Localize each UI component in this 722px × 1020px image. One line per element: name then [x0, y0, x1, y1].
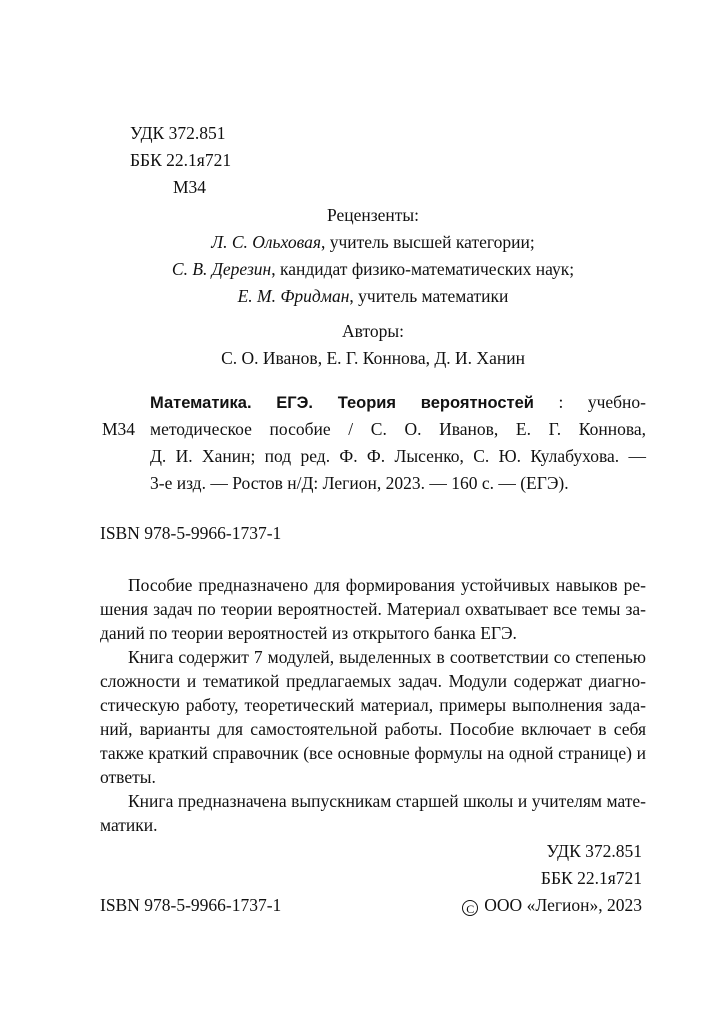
catalog-title: Математика. ЕГЭ. Теория вероятностей: [150, 394, 534, 412]
footer-bbk: ББК 22.1я721: [540, 868, 642, 888]
annotation-line: матики.: [100, 815, 158, 835]
annotation-line: также краткий справочник (все основные формулы на одной странице) и: [100, 743, 646, 763]
reviewer-name: Е. М. Фридман: [237, 286, 350, 306]
catalog-mark: М34: [102, 419, 136, 439]
isbn: ISBN 978-5-9966-1737-1: [100, 523, 282, 543]
footer-udk: УДК 372.851: [546, 841, 642, 861]
annotation-line: сложности и тематикой предлагаемых задач. Модули содержат диагно-: [100, 671, 646, 691]
annotation-line: шения задач по теории вероятностей. Материал охватывает все темы за-: [100, 599, 646, 619]
reviewer-name: С. В. Дерезин: [171, 259, 272, 279]
reviewer-line: [100, 261, 646, 279]
reviewer-role: , учитель математики: [349, 286, 509, 306]
footer-copyright: [462, 897, 642, 916]
reviewer-line: [100, 288, 646, 306]
header-udk: УДК 372.851: [130, 123, 226, 143]
reviewer-line: [100, 234, 646, 252]
footer-isbn: ISBN 978-5-9966-1737-1: [100, 895, 282, 915]
copyright-text: ООО «Легион», 2023: [484, 895, 642, 915]
catalog-line-text: : учебно-: [533, 392, 646, 412]
catalog-line: 3-е изд. — Ростов н/Д: Легион, 2023. — 160 с. — (ЕГЭ).: [150, 473, 569, 493]
annotation-line: Книга предназначена выпускникам старшей школы и учителям мате-: [128, 791, 646, 811]
catalog-line: методическое пособие / С. О. Иванов, Е. Г. Коннова,: [150, 419, 646, 439]
annotation-line: ответы.: [100, 767, 156, 787]
header-bbk: ББК 22.1я721: [130, 150, 232, 170]
authors-names: С. О. Иванов, Е. Г. Коннова, Д. И. Ханин: [221, 348, 525, 368]
annotation-line: Книга содержит 7 модулей, выделенных в соответствии со степенью: [128, 647, 646, 667]
annotation-line: ний, варианты для самостоятельной работы. Пособие включает в себя: [100, 719, 646, 739]
annotation-line: стическую работу, теоретический материал, примеры выполнения зада-: [100, 695, 646, 715]
copyright-icon: C: [462, 900, 478, 916]
reviewer-role: , учитель высшей категории;: [320, 232, 535, 252]
reviewer-role: , кандидат физико-математических наук;: [271, 259, 575, 279]
authors-heading: Авторы:: [341, 321, 404, 341]
annotation-line: даний по теории вероятностей из открытого банка ЕГЭ.: [100, 623, 517, 643]
reviewers-heading: Рецензенты:: [326, 205, 420, 225]
header-author-mark: М34: [173, 177, 207, 197]
catalog-line: Д. И. Ханин; под ред. Ф. Ф. Лысенко, С. Ю. Кулабухова. —: [150, 446, 646, 466]
annotation-line: Пособие предназначено для формирования устойчивых навыков ре-: [128, 575, 646, 595]
reviewer-name: Л. С. Ольховая: [211, 232, 321, 252]
catalog-line: [150, 394, 646, 412]
